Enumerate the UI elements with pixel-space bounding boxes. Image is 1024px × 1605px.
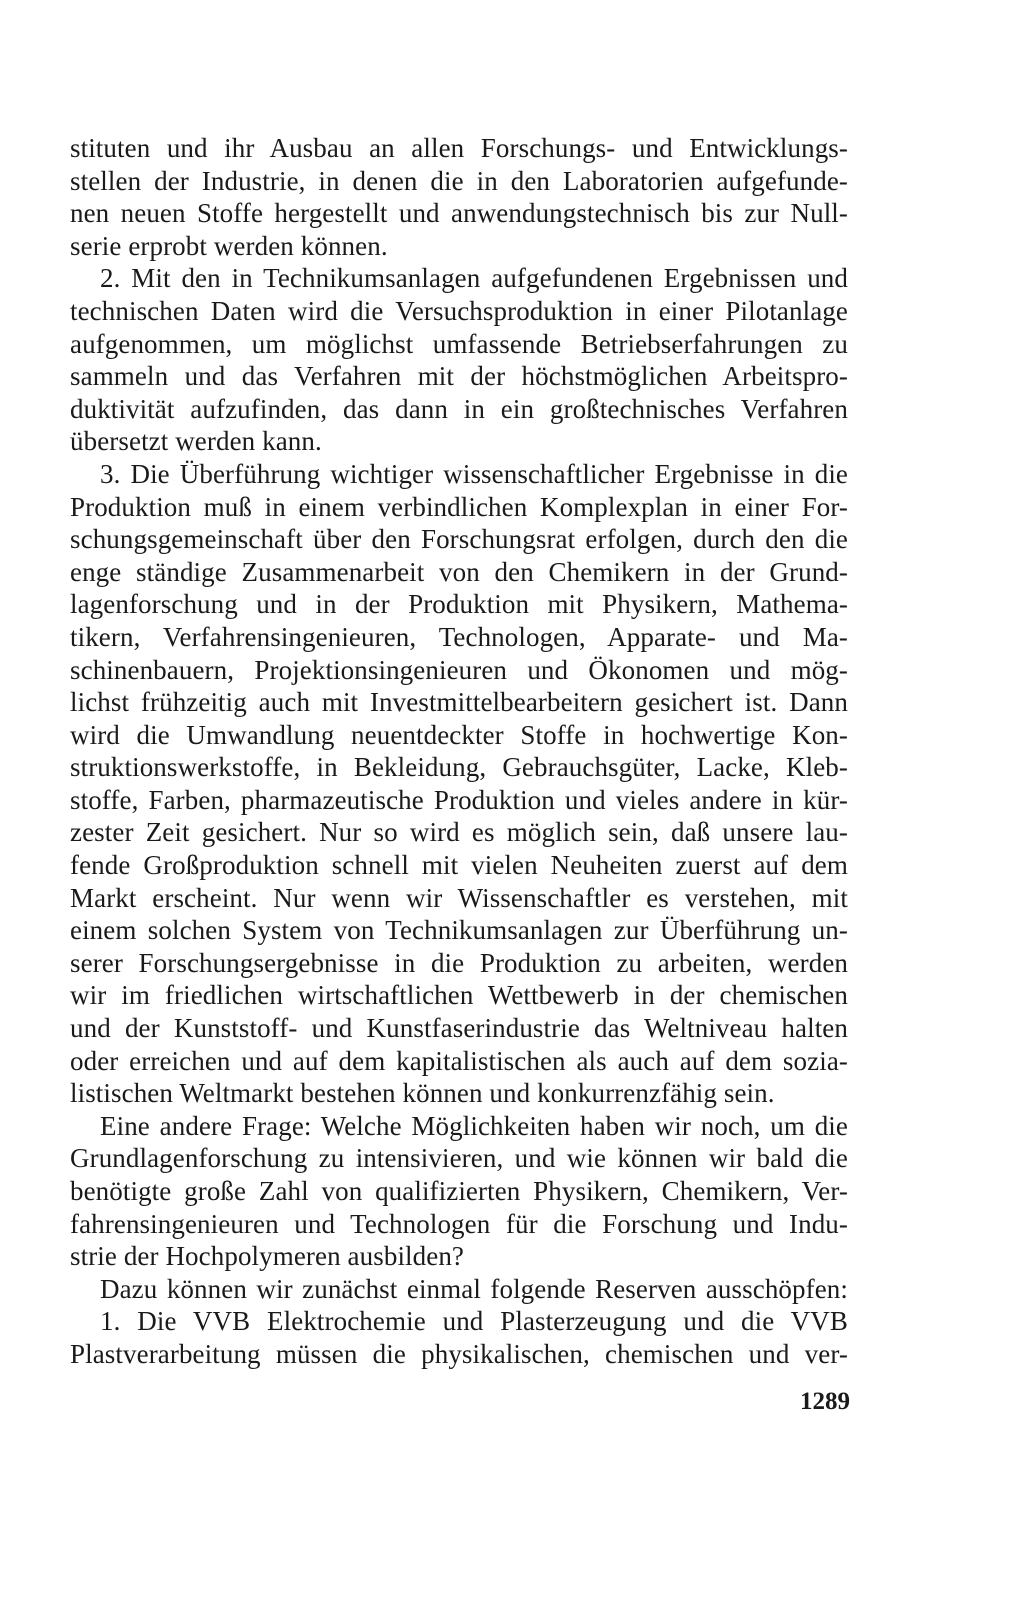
text-line: Markt erscheint. Nur wenn wir Wissenschaftler es verstehen, mit (70, 882, 848, 913)
text-line: Plastverarbeitung müssen die physikalischen, chemischen und ver- (70, 1338, 848, 1369)
text-line: und der Kunststoff- und Kunstfaserindustrie das Weltniveau halten (70, 1013, 848, 1044)
text-line: zester Zeit gesichert. Nur so wird es möglich sein, daß unsere lau- (70, 817, 848, 848)
text-line: Grundlagenforschung zu intensivieren, und wie können wir bald die (70, 1143, 848, 1174)
text-line: serie erprobt werden können. (70, 230, 388, 261)
text-line: stituten und ihr Ausbau an allen Forschungs- und Entwicklungs- (70, 133, 848, 163)
text-line: schungsgemeinschaft über den Forschungsrat erfolgen, durch den die (70, 524, 848, 555)
text-line: stellen der Industrie, in denen die in den Laboratorien aufgefunde- (70, 165, 848, 196)
text-line: lagenforschung und in der Produktion mit Physikern, Mathema- (70, 589, 848, 620)
text-line: nen neuen Stoffe hergestellt und anwendungstechnisch bis zur Null- (70, 198, 848, 229)
text-line: lichst frühzeitig auch mit Investmittelbearbeitern gesichert ist. Dann (70, 687, 848, 718)
text-line: fende Großproduktion schnell mit vielen Neuheiten zuerst auf dem (70, 850, 848, 881)
text-line: wir im friedlichen wirtschaftlichen Wettbewerb in der chemischen (70, 980, 848, 1011)
text-line: benötigte große Zahl von qualifizierten Physikern, Chemikern, Ver- (70, 1176, 848, 1206)
text-line: einem solchen System von Technikumsanlagen zur Überführung un- (70, 915, 848, 946)
text-line: übersetzt werden kann. (70, 426, 322, 457)
text-line: aufgenommen, um möglichst umfassende Betriebserfahrungen zu (70, 328, 848, 359)
text-line: Dazu können wir zunächst einmal folgende Reserven ausschöpfen: (100, 1273, 848, 1304)
page-number: 1289 (800, 1388, 850, 1415)
text-line: serer Forschungsergebnisse in die Produktion zu arbeiten, werden (70, 947, 848, 978)
text-line: stoffe, Farben, pharmazeutische Produktion und vieles andere in kür- (70, 784, 848, 815)
text-line: 3. Die Überführung wichtiger wissenschaftlicher Ergebnisse in die (100, 458, 848, 489)
text-line: strie der Hochpolymeren ausbilden? (70, 1241, 465, 1272)
text-line: Eine andere Frage: Welche Möglichkeiten haben wir noch, um die (100, 1110, 848, 1141)
text-line: 1. Die VVB Elektrochemie und Plasterzeugung und die VVB (100, 1306, 848, 1337)
text-line: Produktion muß in einem verbindlichen Komplexplan in einer For- (70, 491, 848, 522)
text-line: fahrensingenieuren und Technologen für die Forschung und Indu- (70, 1208, 848, 1239)
text-line: struktionswerkstoffe, in Bekleidung, Gebrauchsgüter, Lacke, Kleb- (70, 752, 848, 783)
text-line: wird die Umwandlung neuentdeckter Stoffe in hochwertige Kon- (70, 719, 848, 750)
text-line: listischen Weltmarkt bestehen können und konkurrenzfähig sein. (70, 1078, 775, 1109)
text-line: duktivität aufzufinden, das dann in ein großtechnisches Verfahren (70, 393, 848, 424)
text-line: schinenbauern, Projektionsingenieuren und Ökonomen und mög- (70, 654, 848, 685)
text-line: enge ständige Zusammenarbeit von den Chemikern in der Grund- (70, 556, 848, 587)
text-line: technischen Daten wird die Versuchsproduktion in einer Pilotanlage (70, 295, 848, 326)
text-line: tikern, Verfahrensingenieuren, Technologen, Apparate- und Ma- (70, 621, 848, 652)
text-line: oder erreichen und auf dem kapitalistischen als auch auf dem sozia- (70, 1045, 848, 1076)
body-text (70, 132, 848, 1371)
text-line: sammeln und das Verfahren mit der höchstmöglichen Arbeitspro- (70, 361, 848, 392)
text-line: 2. Mit den in Technikumsanlagen aufgefundenen Ergebnissen und (100, 263, 848, 294)
